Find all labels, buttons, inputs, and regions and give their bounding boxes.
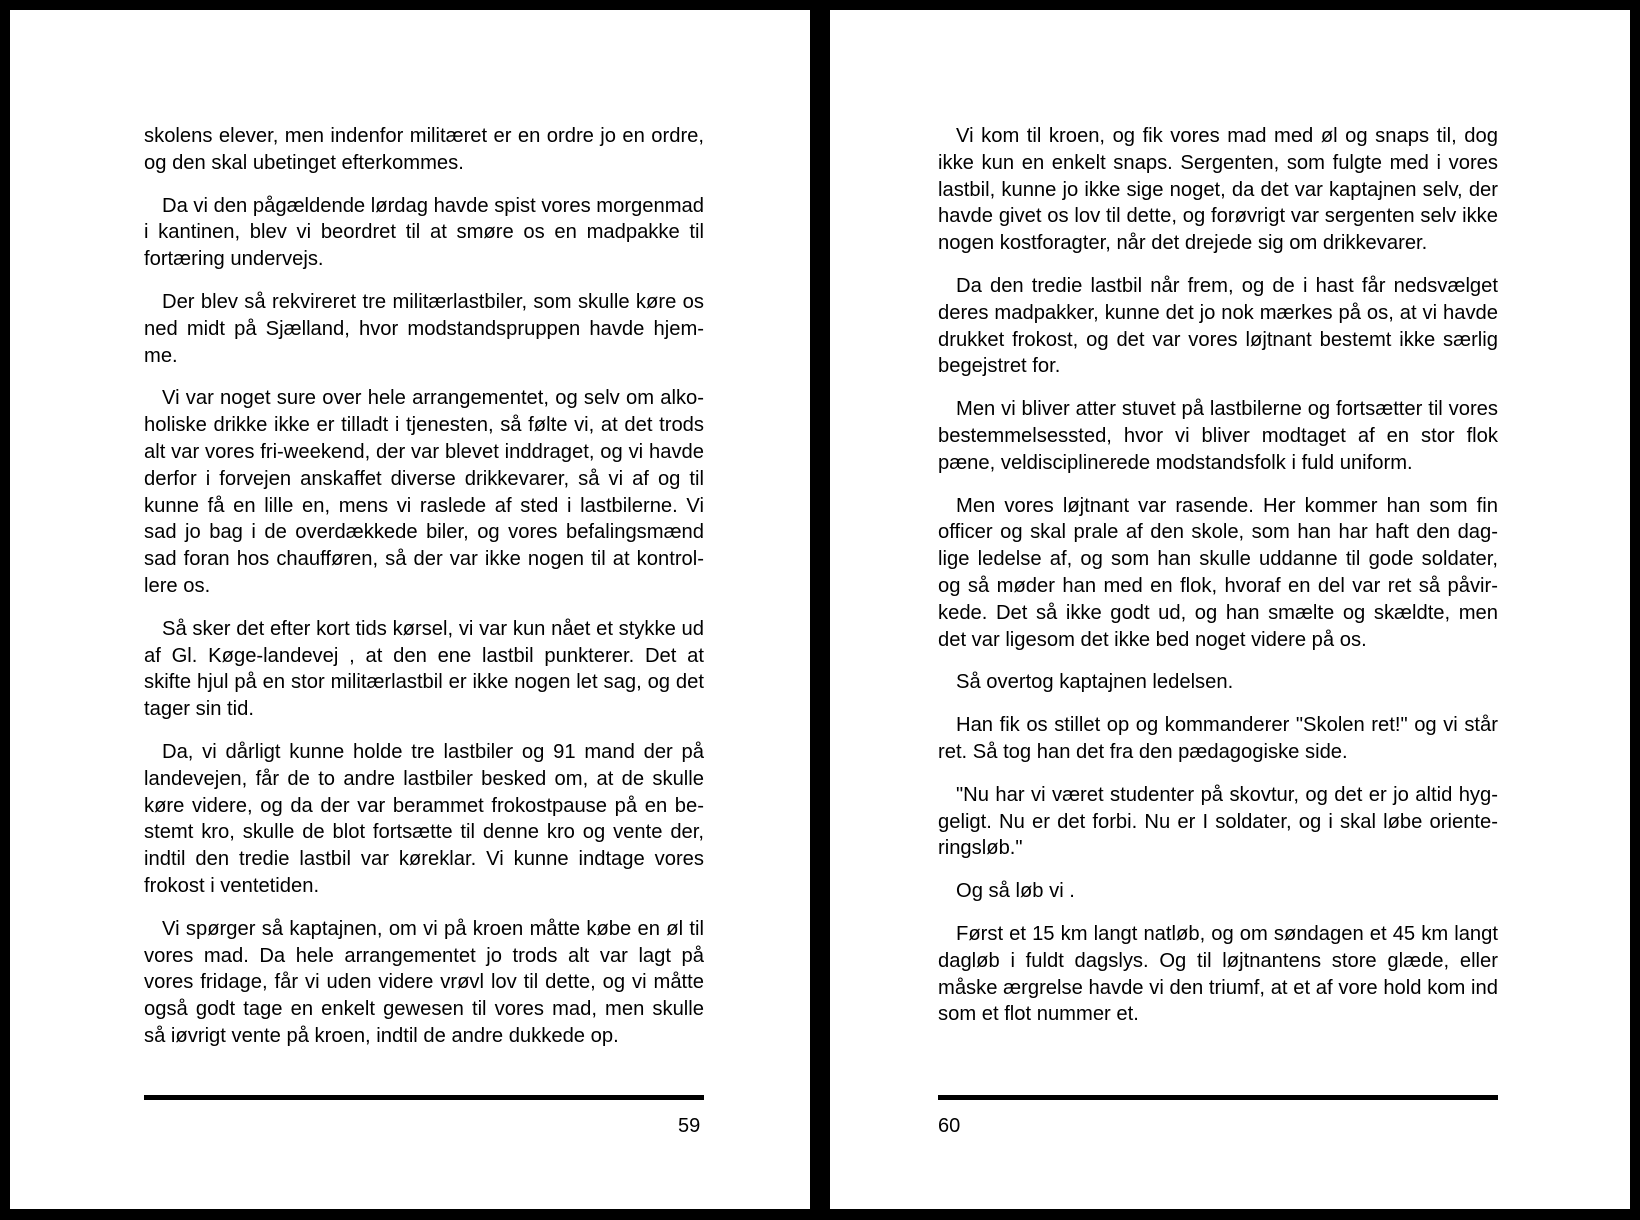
paragraph: Der blev så rekvireret tre militærlastbiler, som skulle køre os ned midt på Sjælland, hvor modstandspruppen havde hjemme. [144,290,704,367]
paragraph: Så overtog kaptajnen ledelsen. [956,671,1234,694]
paragraph: Og så løb vi . [956,880,1075,903]
right-page [830,10,1630,1209]
page-number: 59 [678,1115,701,1137]
left-page [10,10,810,1209]
paragraph: Da, vi dårligt kunne holde tre lastbiler og 91 mand der på landevejen, får de to andre lastbiler besked om, at de skulle køre videre, og da der var berammet frokostpause på en bestemt kro, skulle de blot fortsætte til denne kro og vente der, indtil den tredie lastbil var køreklar. Vi kunne indtage vores frokost i ventetiden. [144,740,704,897]
paragraph: Vi var noget sure over hele arrangementet, og selv om alkoholiske drikke ikke er tilladt i tjenesten, så følte vi, at det trods alt var vores fri-weekend, der var blevet inddraget, og vi havde derfor i forvejen anskaffet diverse drikkevarer, så vi af og til kunne få en lille en, mens vi raslede af sted i lastbilerne. Vi sad jo bag i de overdækkede biler, og vores befalingsmænd sad foran hos chaufføren, så der var ikke nogen til at kontrollere os. [144,387,704,597]
left-page-body [144,123,704,1066]
paragraph: Da den tredie lastbil når frem, og de i hast får nedsvælget deres madpakker, kunne det jo nok mærkes på os, at vi havde drukket frokost, og det var vores løjtnant bestemt ikke særlig begejstret for. [938,274,1498,378]
paragraph: Men vi bliver atter stuvet på lastbilerne og fortsætter til vores bestemmelsessted, hvor vi bliver modtaget af en stor flok pæne, veldisciplinerede modstandsfolk i fuld uniform. [938,398,1498,474]
right-page-body [938,123,1498,1044]
page-number: 60 [938,1115,961,1137]
footer-rule [144,1095,704,1100]
paragraph: skolens elever, men indenfor militæret er en ordre jo en ordre, og den skal ubetinget efterkommes. [144,125,704,174]
paragraph: Så sker det efter kort tids kørsel, vi var kun nået et stykke ud af Gl. Køge-landevej , at den ene lastbil punkterer. Det at skifte hjul på en stor militærlastbil er ikke nogen let sag, og det tager sin tid. [144,617,704,721]
paragraph: Men vores løjtnant var rasende. Her kommer han som fin officer og skal prale af den skole, som han har haft den daglige ledelse af, og som han skulle uddanne til gode soldater, og så møder han med en flok, hvoraf en del var ret så påvirkede. Det så ikke godt ud, og han smælte og skældte, men det var ligesom det ikke bed noget videre på os. [938,494,1498,651]
paragraph: Først et 15 km langt natløb, og om søndagen et 45 km langt dagløb i fuldt dagslys. Og til løjtnantens store glæde, eller måske ærgrelse havde vi den triumf, at et af vore hold kom ind som et flot nummer et. [938,922,1498,1026]
paragraph: Da vi den pågældende lørdag havde spist vores morgenmad i kantinen, blev vi beordret til at smøre os en madpakke til fortæring undervejs. [144,194,705,271]
paragraph: Vi spørger så kaptajnen, om vi på kroen måtte købe en øl til vores mad. Da hele arrangementet jo trods alt var lagt på vores fridage, får vi uden videre vrøvl lov til dette, og vi måtte også godt tage en enkelt gewesen til vores mad, men skulle så iøvrigt vente på kroen, indtil de andre dukkede op. [144,917,704,1047]
paragraph: "Nu har vi været studenter på skovtur, og det er jo altid hyggeligt. Nu er det forbi. Nu er I soldater, og i skal løbe orienteringsløb." [938,783,1498,860]
paragraph: Han fik os stillet op og kommanderer "Skolen ret!" og vi står ret. Så tog han det fra den pædagogiske side. [938,714,1498,763]
footer-rule [938,1095,1498,1100]
paragraph: Vi kom til kroen, og fik vores mad med øl og snaps til, dog ikke kun en enkelt snaps. Sergenten, som fulgte med i vores lastbil, kunne jo ikke sige noget, da det var kaptajnen selv, der havde givet os lov til dette, og forøvrigt var sergenten selv ikke nogen kostforagter, når det drejede sig om drikkevarer. [938,125,1498,255]
